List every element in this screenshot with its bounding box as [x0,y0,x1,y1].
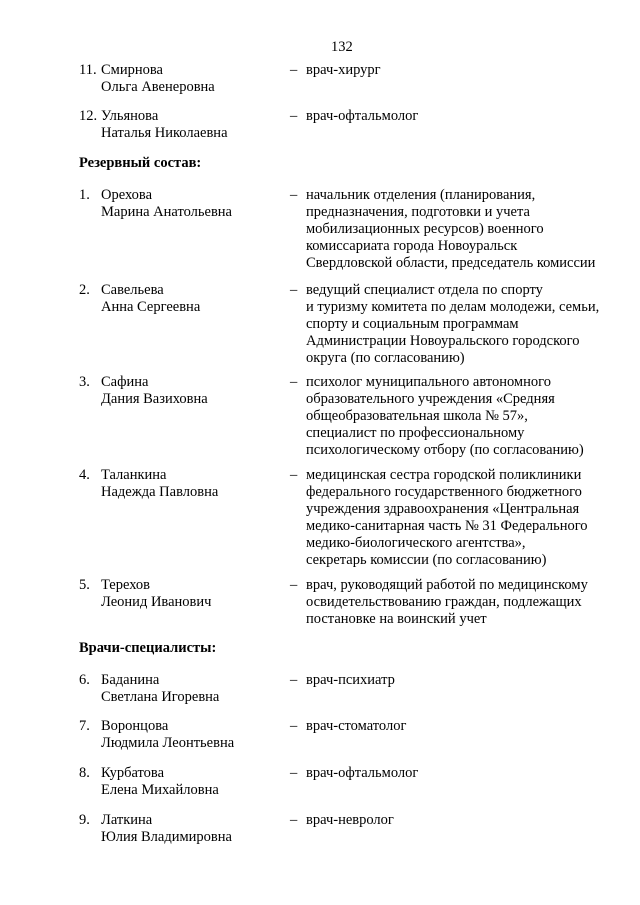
dash-separator: – [290,765,298,781]
role-line: медико-биологического агентства», [306,535,526,551]
role-line: психологическому отбору (по согласованию) [306,442,584,458]
dash-separator: – [290,108,298,124]
person-role [306,108,626,125]
role-line: начальник отделения (планирования, [306,187,536,203]
person-name [101,672,281,706]
person-name [101,108,281,142]
item-number: 2. [79,282,90,298]
name-line: Надежда Павловна [101,484,219,500]
person-role [306,812,626,829]
item-number: 12. [79,108,98,124]
person-name [101,282,281,316]
name-line: Ульянова [101,108,159,124]
role-line: округа (по согласованию) [306,350,465,366]
role-line: врач-хирург [306,62,381,78]
name-line: Наталья Николаевна [101,125,228,141]
item-number: 11. [79,62,97,78]
section-heading: Резервный состав: [79,155,202,171]
dash-separator: – [290,187,298,203]
role-line: комиссариата города Новоуральск [306,238,518,254]
name-line: Ольга Авенеровна [101,79,215,95]
role-line: врач-стоматолог [306,718,407,734]
name-line: Савельева [101,282,164,298]
item-number: 3. [79,374,90,390]
section-heading: Врачи-специалисты: [79,640,217,656]
name-line: Светлана Игоревна [101,689,220,705]
name-line: Воронцова [101,718,169,734]
dash-separator: – [290,374,298,390]
name-line: Елена Михайловна [101,782,219,798]
person-name [101,467,281,501]
role-line: федерального государственного бюджетного [306,484,582,500]
name-line: Сафина [101,374,149,390]
person-name [101,718,281,752]
person-role [306,374,626,459]
item-number: 1. [79,187,90,203]
role-line: психолог муниципального автономного [306,374,551,390]
person-name [101,374,281,408]
name-line: Терехов [101,577,151,593]
person-role [306,62,626,79]
name-line: Анна Сергеевна [101,299,201,315]
role-line: общеобразовательная школа № 57», [306,408,528,424]
person-name [101,62,281,96]
person-name [101,187,281,221]
name-line: Дания Вазиховна [101,391,208,407]
name-line: Курбатова [101,765,165,781]
role-line: спорту и социальным программам [306,316,519,332]
role-line: ведущий специалист отдела по спорту [306,282,543,298]
role-line: врач-офтальмолог [306,765,419,781]
dash-separator: – [290,467,298,483]
role-line: и туризму комитета по делам молодежи, семьи, [306,299,600,315]
name-line: Орехова [101,187,153,203]
person-name [101,577,281,611]
item-number: 5. [79,577,90,593]
dash-separator: – [290,282,298,298]
page-number: 132 [331,39,353,55]
name-line: Юлия Владимировна [101,829,232,845]
role-line: учреждения здравоохранения «Центральная [306,501,580,517]
role-line: специалист по профессиональному [306,425,525,441]
item-number: 4. [79,467,90,483]
role-line: мобилизационных ресурсов) военного [306,221,544,237]
name-line: Смирнова [101,62,163,78]
item-number: 9. [79,812,90,828]
role-line: врач-офтальмолог [306,108,419,124]
person-role [306,765,626,782]
role-line: образовательного учреждения «Средняя [306,391,555,407]
role-line: постановке на воинский учет [306,611,487,627]
role-line: освидетельствованию граждан, подлежащих [306,594,582,610]
person-name [101,812,281,846]
role-line: секретарь комиссии (по согласованию) [306,552,547,568]
role-line: предназначения, подготовки и учета [306,204,530,220]
role-line: Администрации Новоуральского городского [306,333,580,349]
name-line: Леонид Иванович [101,594,212,610]
person-role [306,467,626,569]
item-number: 6. [79,672,90,688]
dash-separator: – [290,672,298,688]
role-line: врач-невролог [306,812,394,828]
dash-separator: – [290,812,298,828]
role-line: медико-санитарная часть № 31 Федерального [306,518,588,534]
name-line: Баданина [101,672,160,688]
dash-separator: – [290,577,298,593]
person-role [306,282,626,367]
name-line: Таланкина [101,467,167,483]
item-number: 8. [79,765,90,781]
role-line: Свердловской области, председатель комиссии [306,255,596,271]
role-line: врач-психиатр [306,672,395,688]
name-line: Марина Анатольевна [101,204,232,220]
person-name [101,765,281,799]
name-line: Людмила Леонтьевна [101,735,235,751]
role-line: врач, руководящий работой по медицинскому [306,577,588,593]
person-role [306,672,626,689]
person-role [306,577,626,628]
person-role [306,718,626,735]
dash-separator: – [290,62,298,78]
item-number: 7. [79,718,90,734]
person-role [306,187,626,272]
dash-separator: – [290,718,298,734]
role-line: медицинская сестра городской поликлиники [306,467,582,483]
name-line: Латкина [101,812,153,828]
